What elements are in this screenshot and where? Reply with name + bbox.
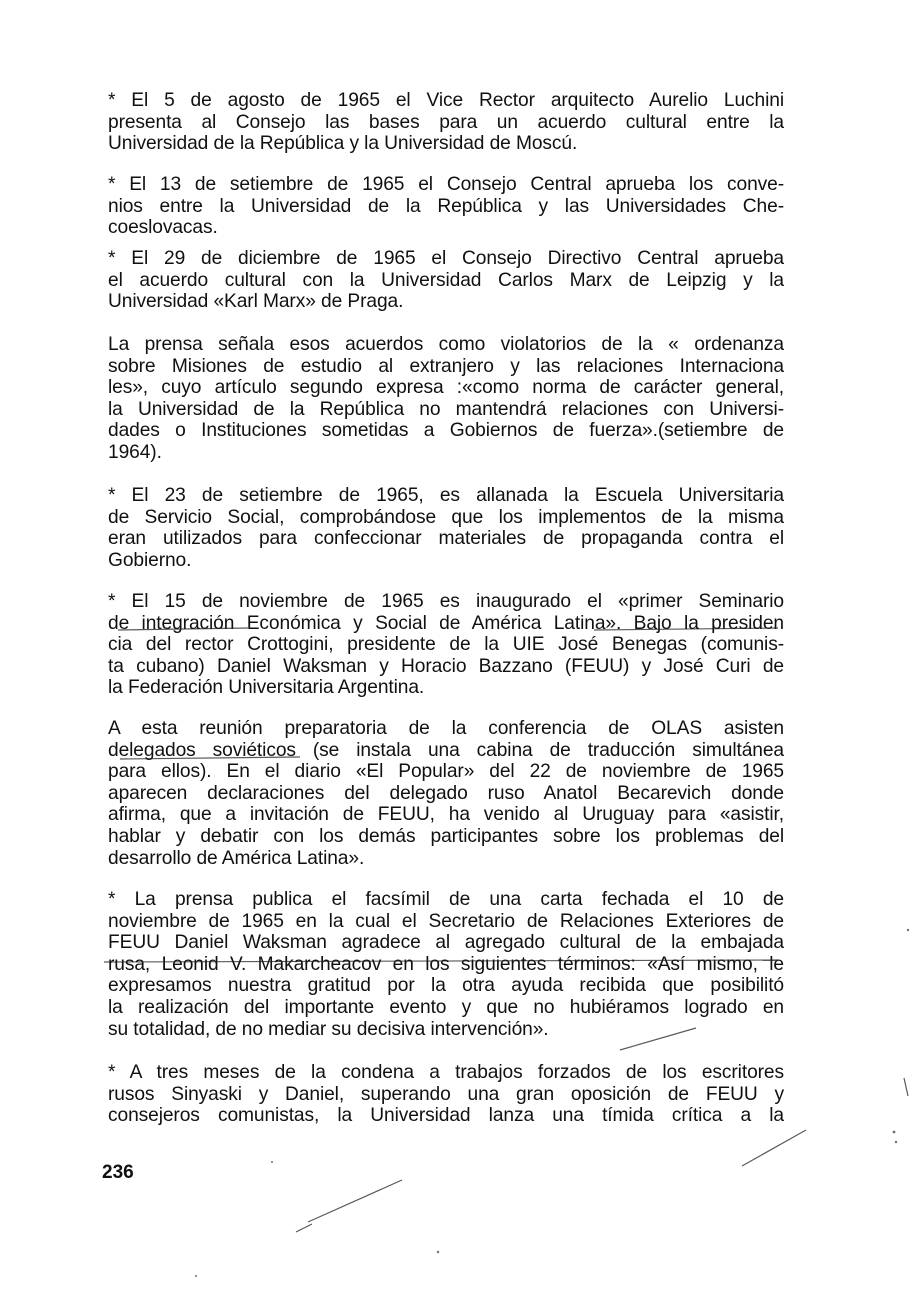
paragraph-line: Universidad de la República y la Universidad de Moscú.	[108, 133, 578, 155]
paragraph-line: * El 23 de setiembre de 1965, es allanada la Escuela Universitaria	[108, 485, 784, 506]
paragraph-line: La prensa señala esos acuerdos como violatorios de la « ordenanza	[108, 334, 784, 355]
paragraph-line: el acuerdo cultural con la Universidad Carlos Marx de Leipzig y la	[108, 269, 784, 291]
speck	[271, 1161, 273, 1163]
paragraph-line: la realización del importante evento y que no hubiéramos logrado en	[108, 996, 784, 1018]
paragraph-line: la Federación Universitaria Argentina.	[108, 677, 425, 699]
paragraph-line: presenta al Consejo las bases para un acuerdo cultural entre la	[108, 111, 784, 133]
paragraph-line: * El 5 de agosto de 1965 el Vice Rector arquitecto Aurelio Luchini	[108, 90, 784, 111]
paragraph-line: desarrollo de América Latina».	[108, 847, 365, 869]
paragraph-3	[108, 248, 784, 313]
paragraph-line: * El 13 de setiembre de 1965 el Consejo Central aprueba los conve-	[108, 174, 784, 195]
paragraph-line: sobre Misiones de estudio al extranjero y las relaciones Internaciona	[108, 355, 784, 377]
paragraph-line: Universidad «Karl Marx» de Praga.	[108, 291, 404, 313]
paragraph-9	[108, 1062, 784, 1127]
paragraph-line: 1964).	[108, 441, 162, 463]
paragraph-line: * El 15 de noviembre de 1965 es inaugurado el «primer Seminario	[108, 591, 784, 612]
paragraph-line: * El 29 de diciembre de 1965 el Consejo Directivo Central aprueba	[108, 248, 784, 269]
paragraph-8	[108, 889, 784, 1040]
paragraph-line: su totalidad, de no mediar su decisiva intervención».	[108, 1018, 549, 1040]
paragraph-line: * A tres meses de la condena a trabajos forzados de los escritores	[108, 1062, 784, 1083]
paragraph-line: noviembre de 1965 en la cual el Secretario de Relaciones Exteriores de	[108, 910, 784, 932]
paragraph-line: Gobierno.	[108, 549, 192, 571]
paragraph-4	[108, 334, 784, 464]
paragraph-line: para ellos). En el diario «El Popular» del 22 de noviembre de 1965	[108, 761, 784, 783]
speck	[895, 1141, 897, 1143]
paragraph-line: rusos Sinyaski y Daniel, superando una gran oposición de FEUU y	[108, 1083, 784, 1105]
paragraph-line: ta cubano) Daniel Waksman y Horacio Bazzano (FEUU) y José Curi de	[108, 655, 784, 677]
paragraph-line: FEUU Daniel Waksman agradece al agregado cultural de la embajada	[108, 932, 784, 954]
pencil-stroke	[904, 1078, 908, 1096]
speck	[437, 1251, 439, 1253]
paragraph-line: hablar y debatir con los demás participantes sobre los problemas del	[108, 825, 784, 847]
paragraph-2	[108, 174, 784, 239]
paragraph-line: aparecen declaraciones del delegado ruso Anatol Becarevich donde	[108, 782, 784, 804]
speck	[893, 1131, 896, 1134]
pencil-stroke	[308, 1180, 402, 1222]
paragraph-line: la Universidad de la República no mantendrá relaciones con Universi-	[108, 398, 784, 420]
paragraph-5	[108, 485, 784, 571]
paragraph-line: eran utilizados para confeccionar materiales de propaganda contra el	[108, 528, 784, 550]
paragraph-line: consejeros comunistas, la Universidad lanza una tímida crítica a la	[108, 1105, 784, 1127]
paragraph-line: A esta reunión preparatoria de la conferencia de OLAS asisten	[108, 718, 784, 739]
paragraph-line: rusa, Leonid V. Makarcheacov en los siguientes términos: «Así mismo, le	[108, 953, 784, 975]
paragraph-line: cia del rector Crottogini, presidente de la UIE José Benegas (comunis-	[108, 634, 784, 656]
paragraph-line: nios entre la Universidad de la República y las Universidades Che-	[108, 195, 784, 217]
paragraph-line: coeslovacas.	[108, 217, 218, 239]
paragraph-line: les», cuyo artículo segundo expresa :«como norma de carácter general,	[108, 377, 784, 399]
paragraph-line: expresamos nuestra gratitud por la otra ayuda recibida que posibilitó	[108, 975, 784, 997]
speck	[907, 929, 909, 931]
paragraph-line: de Servicio Social, comprobándose que los implementos de la misma	[108, 506, 784, 528]
speck	[195, 1275, 197, 1277]
paragraph-line: dades o Instituciones sometidas a Gobiernos de fuerza».(setiembre de	[108, 420, 784, 442]
paragraph-line: de integración Económica y Social de América Latina». Bajo la presiden	[108, 612, 784, 634]
paragraph-1	[108, 90, 784, 155]
paragraph-6	[108, 591, 784, 699]
pencil-stroke	[742, 1130, 806, 1166]
paragraph-7	[108, 718, 784, 869]
paragraph-line: * La prensa publica el facsímil de una carta fechada el 10 de	[108, 889, 784, 910]
page-number: 236	[102, 1162, 134, 1183]
paragraph-line: delegados soviéticos (se instala una cabina de traducción simultánea	[108, 739, 784, 761]
pencil-stroke	[296, 1224, 312, 1232]
paragraph-line: afirma, que a invitación de FEUU, ha venido al Uruguay para «asistir,	[108, 804, 784, 826]
